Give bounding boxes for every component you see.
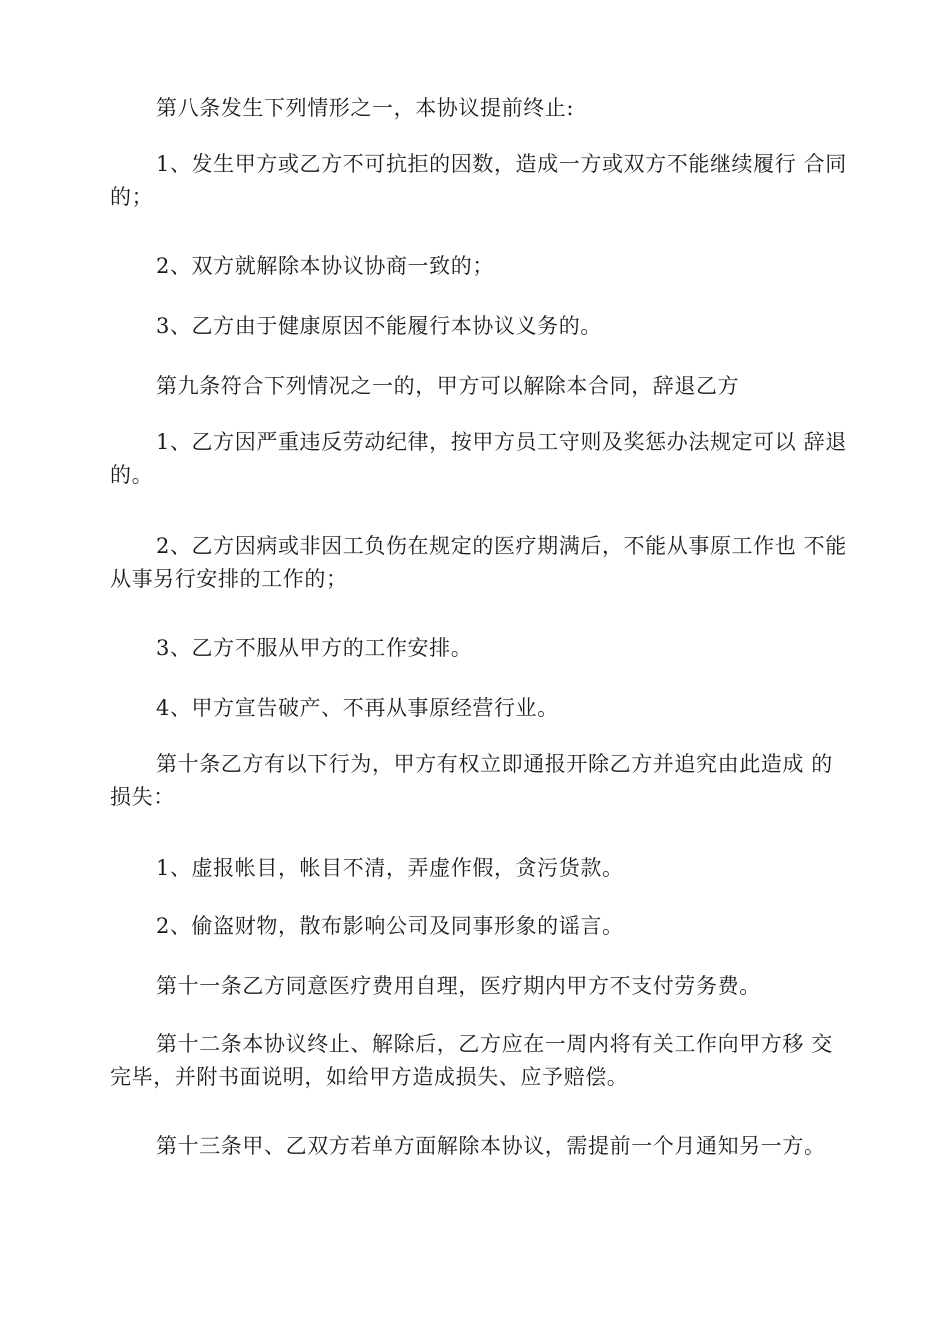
article-13: 第十三条甲、乙双方若单方面解除本协议，需提前一个月通知另一方。 (156, 1134, 826, 1158)
article-12: 第十二条本协议终止、解除后，乙方应在一周内将有关工作向甲方移 交完毕，并附书面说明，如给甲方造成损失、应予赔偿。 (110, 1032, 833, 1089)
article-9-item-2: 2、乙方因病或非因工负伤在规定的医疗期满后，不能从事原工作也 不能从事另行安排的工作的； (110, 534, 847, 591)
article-8-item-2: 2、双方就解除本协议协商一致的； (156, 254, 494, 278)
article-8-heading: 第八条发生下列情形之一，本协议提前终止: (156, 96, 575, 120)
article-8-item-3: 3、乙方由于健康原因不能履行本协议义务的。 (156, 314, 602, 338)
article-10-item-2: 2、偷盗财物，散布影响公司及同事形象的谣言。 (156, 914, 624, 938)
article-9-item-3: 3、乙方不服从甲方的工作安排。 (156, 636, 473, 660)
article-9-item-1: 1、乙方因严重违反劳动纪律，按甲方员工守则及奖惩办法规定可以 辞退的。 (110, 430, 847, 487)
article-10-item-1: 1、虚报帐目，帐目不清，弄虚作假，贪污货款。 (156, 856, 624, 880)
article-10-heading: 第十条乙方有以下行为，甲方有权立即通报开除乙方并追究由此造成 的损失： (110, 752, 833, 809)
article-9-item-4: 4、甲方宣告破产、不再从事原经营行业。 (156, 696, 559, 720)
article-8-item-1: 1、发生甲方或乙方不可抗拒的因数，造成一方或双方不能继续履行 合同的； (110, 152, 847, 209)
article-11: 第十一条乙方同意医疗费用自理，医疗期内甲方不支付劳务费。 (156, 974, 761, 998)
article-9-heading: 第九条符合下列情况之一的，甲方可以解除本合同，辞退乙方 (156, 374, 740, 398)
